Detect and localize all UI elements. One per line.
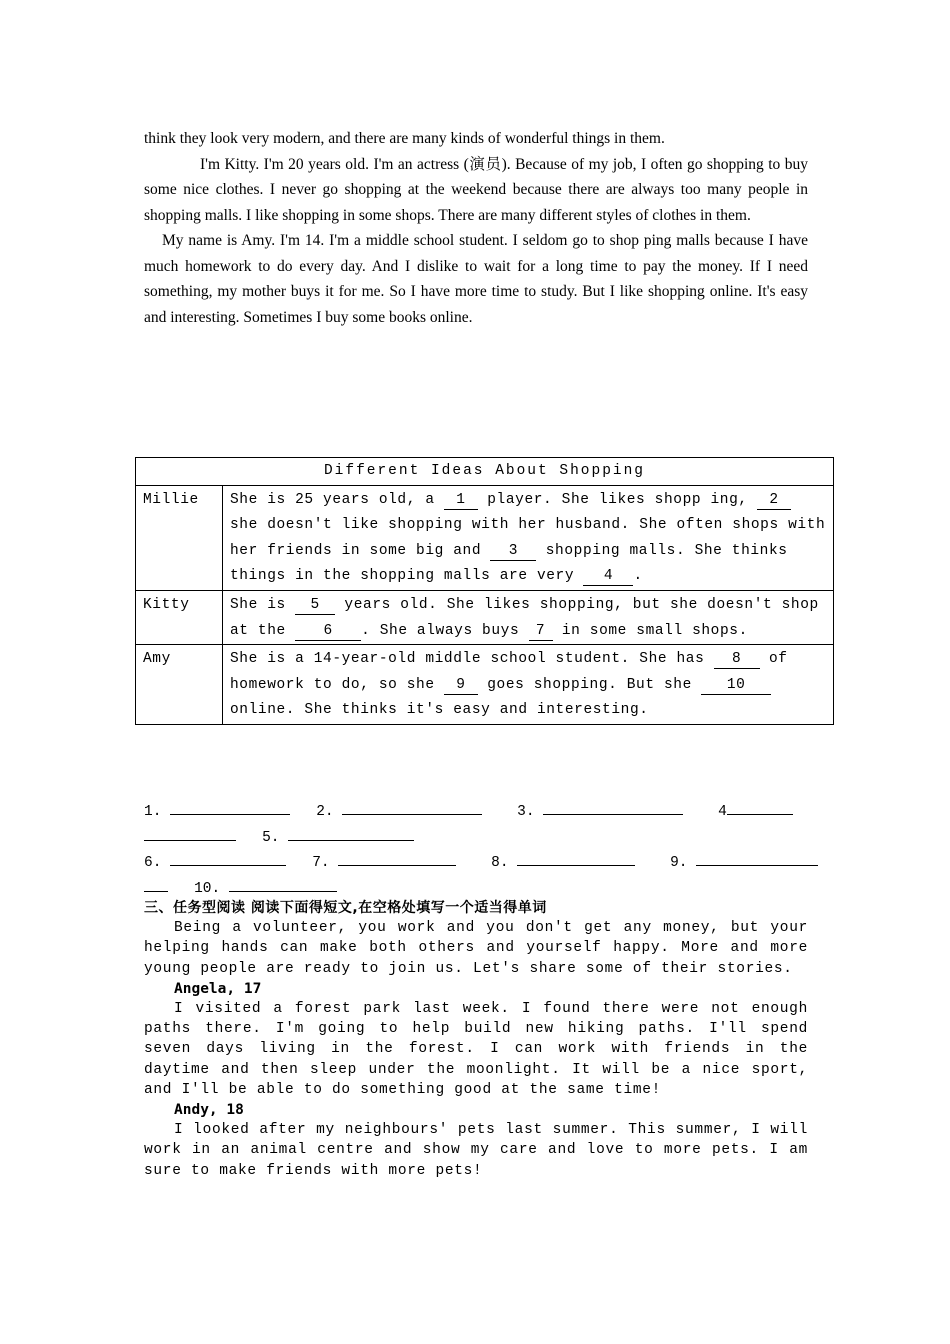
desc-text: . She always buys <box>361 622 529 639</box>
blank-7[interactable]: 7 <box>529 622 553 641</box>
blank-2[interactable]: 2 <box>757 491 791 510</box>
blank-5[interactable]: 5 <box>295 596 335 615</box>
answer-number: 7. <box>312 855 330 871</box>
story-angela: I visited a forest park last week. I found there were not enough paths there. I'm going to help build new hiking paths. I'll spend seven days living in the forest. I can work with friends in the daytime and then sleep under the moonlight. It will be a nice sport, and I'll be able to do something good at the same time! <box>144 1001 808 1098</box>
answer-line-1[interactable] <box>170 799 290 815</box>
desc-text: . <box>633 568 643 585</box>
answer-line-2[interactable] <box>342 799 482 815</box>
answer-row-2 <box>144 825 814 851</box>
answer-number: 10. <box>194 880 221 897</box>
blank-3[interactable]: 3 <box>490 542 536 561</box>
desc-text: goes shopping. But she <box>477 676 702 693</box>
answer-line-10[interactable] <box>229 876 337 892</box>
row-description <box>223 645 834 725</box>
desc-text: She is <box>230 596 296 613</box>
answer-number: 4 <box>718 804 727 820</box>
answer-row-3 <box>144 850 814 876</box>
answer-number: 2. <box>316 804 334 820</box>
table-row-kitty <box>136 590 834 644</box>
table-header-row <box>136 458 834 486</box>
story-author-andy: Andy, 18 <box>174 1102 244 1119</box>
table-title: Different Ideas About Shopping <box>136 458 834 486</box>
shopping-ideas-table <box>135 457 834 725</box>
section-title: 三、任务型阅读 阅读下面得短文,在空格处填写一个适当得单词 <box>144 900 547 916</box>
answer-row-1 <box>144 799 814 825</box>
amy-paragraph: My name is Amy. I'm 14. I'm a middle school student. I seldom go to shop ping malls because I have much homework to do every day. And I dislike to wait for a long time to pay the money. If I need something, my mother buys it for me. So I have more time to study. But I like shopping online. It's easy and interesting. Sometimes I buy some books online. <box>144 232 808 326</box>
desc-text: player. She likes shopp ing, <box>477 491 757 508</box>
passage-continuation: think they look very modern, and there are many kinds of wonderful things in them. <box>144 130 665 147</box>
answer-line-9[interactable] <box>696 850 818 866</box>
desc-text: online. She thinks it's easy and interesting. <box>230 702 649 719</box>
blank-4[interactable]: 4 <box>583 567 633 586</box>
blank-9[interactable]: 9 <box>444 676 478 695</box>
reading-passage <box>144 126 808 330</box>
desc-text: she doesn't like shopping with her husband. She often shops with her friends in some big and <box>230 517 826 559</box>
story-author-angela: Angela, 17 <box>174 980 262 997</box>
blank-6[interactable]: 6 <box>295 622 361 641</box>
answer-lines <box>144 799 814 901</box>
row-description <box>223 485 834 590</box>
desc-text: years old. She likes shopping, but she doesn't shop at the <box>230 596 819 639</box>
desc-text: She is a 14-year-old middle school student. She has <box>230 651 714 668</box>
desc-text: She is 25 years old, a <box>230 491 444 508</box>
intro-paragraph: Being a volunteer, you work and you don't get any money, but your helping hands can make both others and yourself happy. More and more young people are ready to join us. Let's share some of their stories. <box>144 920 808 977</box>
answer-number: 8. <box>491 855 509 871</box>
desc-text: of homework to do, so she <box>230 651 788 693</box>
row-name: Millie <box>136 485 223 590</box>
answer-number: 6. <box>144 855 162 871</box>
answer-line-4[interactable] <box>727 799 793 815</box>
answer-line-7[interactable] <box>338 850 456 866</box>
answer-number: 5. <box>262 829 280 846</box>
table-row-millie <box>136 485 834 590</box>
story-andy: I looked after my neighbours' pets last summer. This summer, I will work in an animal centre and show my care and love to more pets. I am sure to make friends with more pets! <box>144 1122 808 1179</box>
blank-8[interactable]: 8 <box>714 650 760 669</box>
answer-line-8[interactable] <box>517 850 635 866</box>
answer-line-5[interactable] <box>288 825 414 841</box>
answer-number: 3. <box>517 804 535 820</box>
row-description <box>223 590 834 644</box>
answer-number: 9. <box>670 855 688 871</box>
kitty-paragraph: I'm Kitty. I'm 20 years old. I'm an actress (演员). Because of my job, I often go shopping to buy some nice clothes. I never go shopping at the weekend because there are always too many people in shopping malls. I like shopping in some shops. There are many different styles of clothes in them. <box>144 155 808 224</box>
desc-text: in some small shops. <box>552 622 748 639</box>
blank-1[interactable]: 1 <box>444 491 478 510</box>
answer-line-4-cont[interactable] <box>144 825 236 841</box>
answer-line-6[interactable] <box>170 850 286 866</box>
answer-line-9-cont[interactable] <box>144 876 168 892</box>
row-name: Amy <box>136 645 223 725</box>
blank-10[interactable]: 10 <box>701 676 771 695</box>
desc-text: shopping malls. She thinks things in the shopping malls are very <box>230 542 788 585</box>
answer-line-3[interactable] <box>543 799 683 815</box>
answer-number: 1. <box>144 804 162 820</box>
table-row-amy <box>136 645 834 725</box>
row-name: Kitty <box>136 590 223 644</box>
task-reading-section <box>144 898 808 1181</box>
